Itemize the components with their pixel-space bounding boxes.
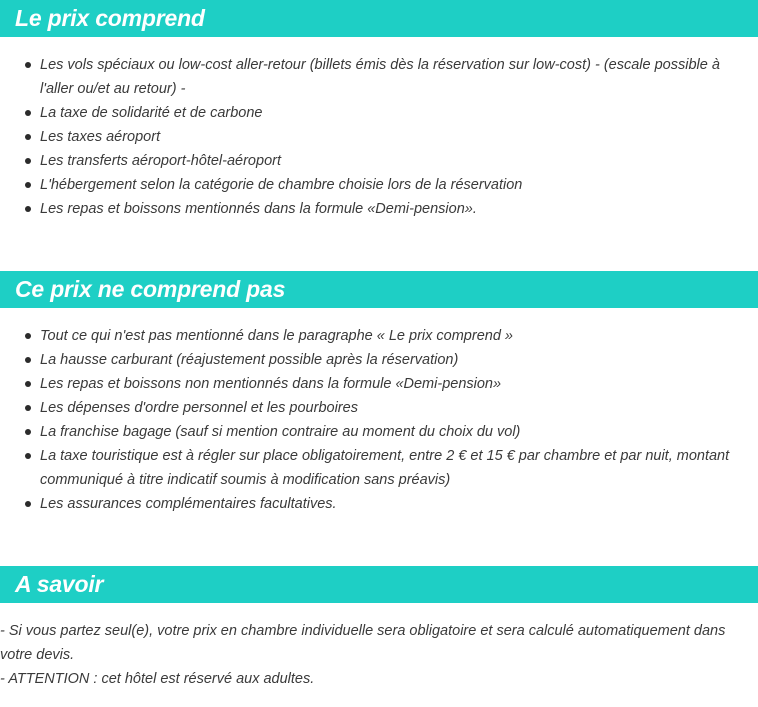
included-title: Le prix comprend: [15, 5, 205, 31]
bullet-icon: [25, 501, 31, 507]
list-item: [0, 492, 758, 516]
excluded-title: Ce prix ne comprend pas: [15, 276, 286, 302]
list-item: [0, 53, 758, 101]
bullet-icon: [25, 357, 31, 363]
list-item-text: Les taxes aéroport: [40, 129, 161, 145]
bullet-icon: [25, 134, 31, 140]
bullet-icon: [25, 62, 31, 68]
list-item: [0, 125, 758, 149]
info-text: [0, 619, 758, 691]
list-item-text: La taxe touristique est à régler sur place obligatoirement, entre 2 € et 15 € par chambre et par nuit, montant communiqué à titre indicatif soumis à modification sans préavis): [40, 448, 730, 488]
list-item: [0, 348, 758, 372]
list-item: [0, 444, 758, 492]
info-line-single-room: - Si vous partez seul(e), votre prix en chambre individuelle sera obligatoire et sera calculé automatiquement dans votre devis.: [0, 623, 726, 663]
bullet-icon: [25, 453, 31, 459]
included-section-header: [0, 0, 758, 37]
bullet-icon: [25, 381, 31, 387]
list-item-text: La franchise bagage (sauf si mention contraire au moment du choix du vol): [40, 424, 521, 440]
bullet-icon: [25, 182, 31, 188]
list-item-text: Les transferts aéroport-hôtel-aéroport: [40, 153, 281, 169]
bullet-icon: [25, 158, 31, 164]
excluded-list: [0, 324, 758, 516]
info-section-header: [0, 566, 758, 603]
info-line-adults-only: - ATTENTION : cet hôtel est réservé aux adultes.: [0, 671, 315, 687]
list-item-text: Les dépenses d'ordre personnel et les pourboires: [40, 400, 358, 416]
list-item-text: L'hébergement selon la catégorie de chambre choisie lors de la réservation: [40, 177, 523, 193]
list-item-text: Les assurances complémentaires facultatives.: [40, 496, 337, 512]
bullet-icon: [25, 333, 31, 339]
list-item: [0, 372, 758, 396]
list-item: [0, 420, 758, 444]
bullet-icon: [25, 206, 31, 212]
list-item-text: La hausse carburant (réajustement possible après la réservation): [40, 352, 459, 368]
excluded-section-header: [0, 271, 758, 308]
bullet-icon: [25, 405, 31, 411]
list-item: [0, 101, 758, 125]
list-item-text: Les repas et boissons non mentionnés dans la formule «Demi-pension»: [40, 376, 502, 392]
list-item: [0, 173, 758, 197]
list-item: [0, 396, 758, 420]
info-title: A savoir: [15, 571, 104, 597]
list-item: [0, 197, 758, 221]
list-item: [0, 149, 758, 173]
list-item-text: Tout ce qui n'est pas mentionné dans le paragraphe « Le prix comprend »: [40, 328, 513, 344]
list-item-text: Les repas et boissons mentionnés dans la formule «Demi-pension».: [40, 201, 477, 217]
included-list: [0, 53, 758, 221]
list-item-text: Les vols spéciaux ou low-cost aller-retour (billets émis dès la réservation sur low-cost) - (escale possible à l'aller ou/et au retour) -: [40, 57, 720, 97]
bullet-icon: [25, 110, 31, 116]
list-item-text: La taxe de solidarité et de carbone: [40, 105, 263, 121]
bullet-icon: [25, 429, 31, 435]
list-item: [0, 324, 758, 348]
